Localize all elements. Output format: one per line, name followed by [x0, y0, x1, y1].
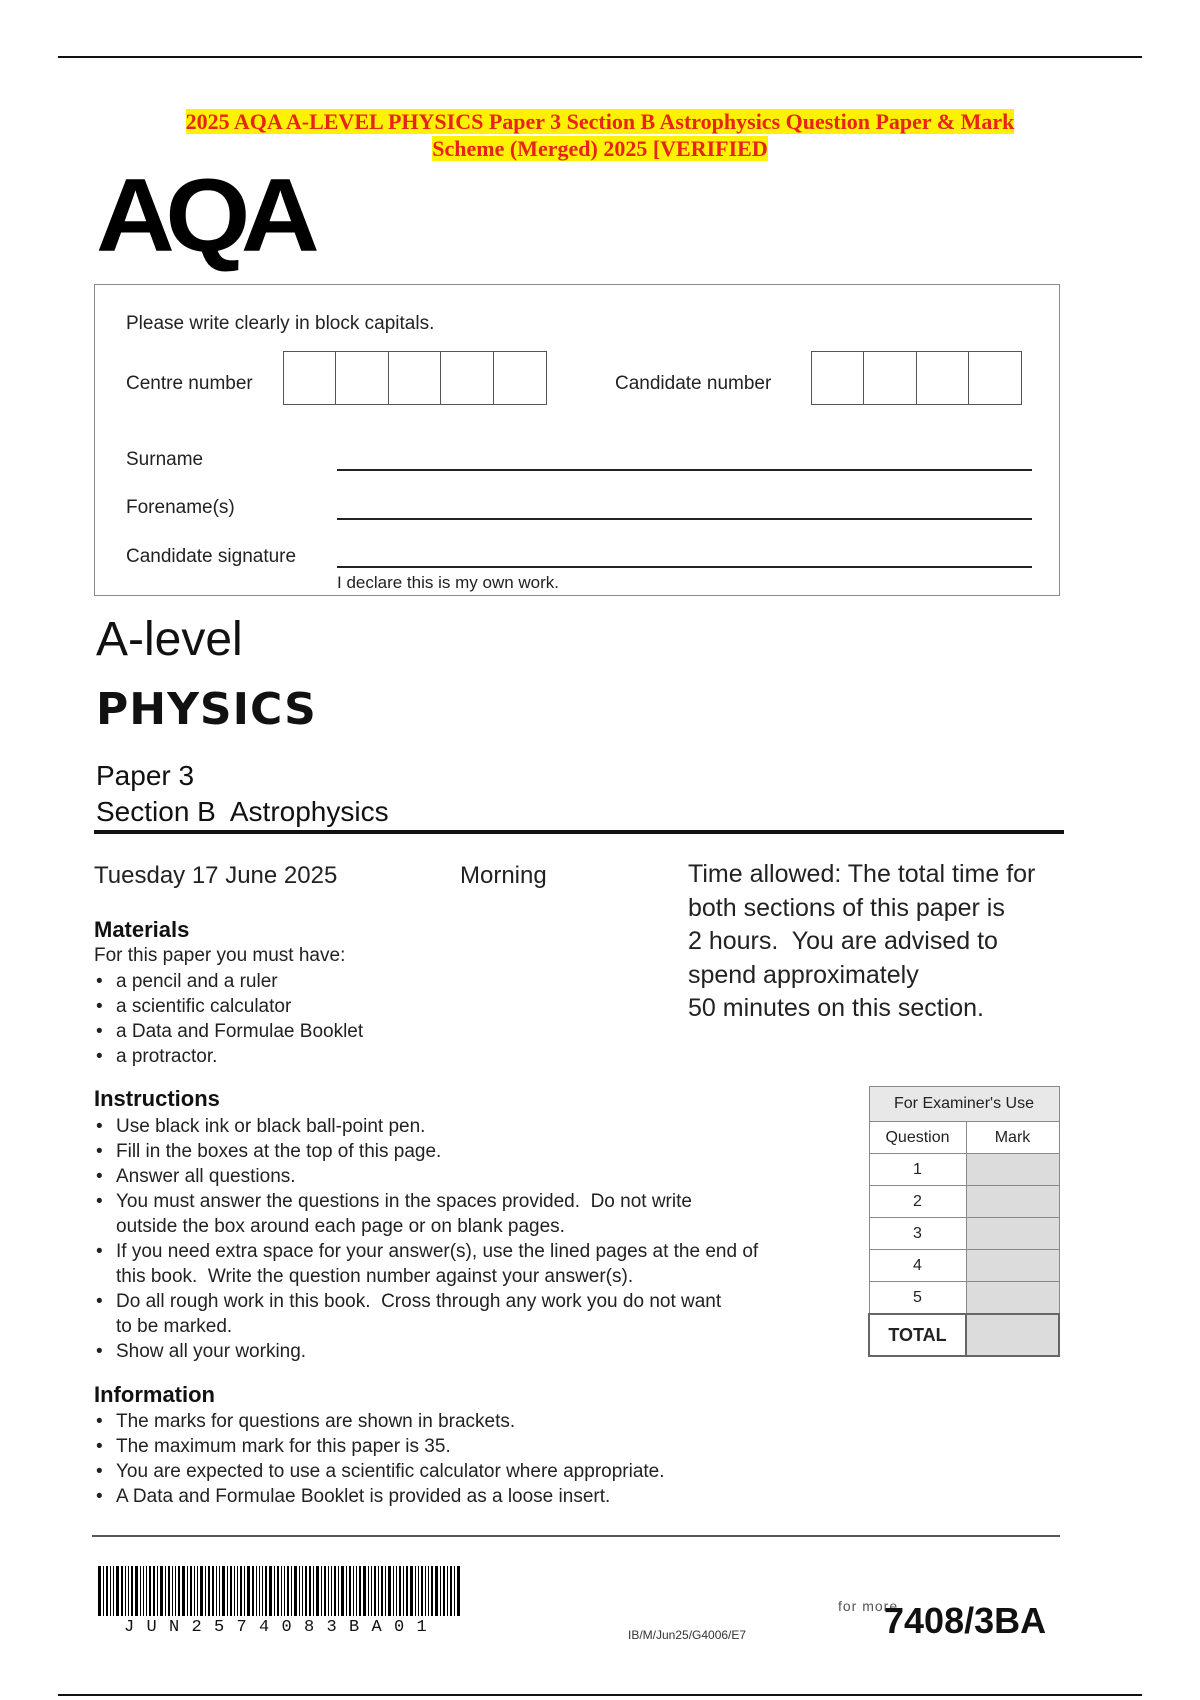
barcode-bar: [116, 1566, 119, 1616]
table-row: [869, 1186, 1059, 1218]
barcode-bar: [178, 1566, 180, 1616]
barcode-bar: [168, 1566, 170, 1616]
candidate-number-boxes[interactable]: [812, 351, 1022, 405]
barcode-bar: [113, 1566, 114, 1616]
barcode-bar: [212, 1566, 214, 1616]
list-item: • a scientific calculator: [94, 994, 363, 1019]
table-row: [869, 1250, 1059, 1282]
time-allowed-line: spend approximately: [688, 960, 919, 989]
paper-title: [96, 758, 389, 830]
barcode-bar: [281, 1566, 282, 1616]
instruction-line: to be marked.: [116, 1316, 233, 1337]
barcode-bar: [396, 1566, 397, 1616]
barcode-bar: [356, 1566, 357, 1616]
centre-number-digit[interactable]: [283, 351, 337, 405]
barcode-bar: [371, 1566, 372, 1616]
barcode-bar: [294, 1566, 297, 1616]
barcode-bar: [262, 1566, 263, 1616]
question-number: 4: [869, 1250, 966, 1282]
barcode-bar: [313, 1566, 314, 1616]
instruction-line: Show all your working.: [116, 1341, 307, 1362]
total-mark-cell[interactable]: [966, 1314, 1059, 1356]
list-item: • a protractor.: [94, 1044, 363, 1069]
barcode-bar: [234, 1566, 235, 1616]
centre-number-label: Centre number: [126, 373, 253, 394]
centre-number-digit[interactable]: [335, 351, 389, 405]
mark-cell[interactable]: [966, 1250, 1059, 1282]
section-divider: [94, 830, 1064, 834]
instruction-line: Answer all questions.: [116, 1166, 296, 1187]
barcode-bar: [219, 1566, 220, 1616]
paper-reference: IB/M/Jun25/G4006/E7: [628, 1628, 747, 1642]
barcode-bar: [454, 1566, 455, 1616]
materials-intro: For this paper you must have:: [94, 945, 346, 966]
list-item: [94, 1139, 758, 1164]
list-item: [94, 1189, 758, 1239]
barcode-bar: [98, 1566, 101, 1616]
candidate-details-box: [94, 284, 1060, 596]
question-number: 2: [869, 1186, 966, 1218]
barcode-bar: [309, 1566, 311, 1616]
list-item: • The marks for questions are shown in brackets.: [94, 1409, 665, 1434]
table-row: [869, 1154, 1059, 1186]
barcode-bar: [265, 1566, 267, 1616]
barcode-bar: [321, 1566, 322, 1616]
list-item: • You are expected to use a scientific calculator where appropriate.: [94, 1459, 665, 1484]
declaration-text: I declare this is my own work.: [337, 573, 560, 592]
barcode-bar: [205, 1566, 206, 1616]
barcode-bar: [450, 1566, 452, 1616]
barcode-bar: [410, 1566, 413, 1616]
question-number: 5: [869, 1282, 966, 1315]
barcode-bar: [208, 1566, 210, 1616]
signature-label: Candidate signature: [126, 546, 297, 567]
time-allowed-line: both sections of this paper is: [688, 893, 1005, 922]
barcode-bar: [190, 1566, 192, 1616]
instruction-line: Use black ink or black ball-point pen.: [116, 1116, 426, 1137]
barcode-bar: [146, 1566, 147, 1616]
mark-cell[interactable]: [966, 1282, 1059, 1315]
time-allowed: [688, 858, 1068, 1026]
barcode-bar: [334, 1566, 336, 1616]
forename-label: Forename(s): [126, 497, 235, 518]
barcode-bar: [374, 1566, 376, 1616]
block-capitals-instruction: Please write clearly in block capitals.: [126, 313, 435, 334]
barcode-bar: [299, 1566, 300, 1616]
barcode-bar: [403, 1566, 404, 1616]
barcode-bar: [388, 1566, 391, 1616]
list-item: [94, 1239, 758, 1289]
centre-number-digit[interactable]: [440, 351, 494, 405]
barcode-bar: [368, 1566, 369, 1616]
barcode-bar: [421, 1566, 423, 1616]
barcode-bar: [128, 1566, 129, 1616]
examiner-use-table: [868, 1086, 1060, 1357]
barcode-text: JUN2574083BA01: [124, 1618, 440, 1637]
barcode-bar: [305, 1566, 307, 1616]
paper-code: 7408/3BA: [884, 1600, 1047, 1641]
barcode-bar: [157, 1566, 158, 1616]
barcode-bar: [393, 1566, 394, 1616]
barcode-bar: [406, 1566, 408, 1616]
barcode-bar: [194, 1566, 195, 1616]
barcode-bar: [197, 1566, 198, 1616]
barcode-bar: [110, 1566, 111, 1616]
barcode-bar: [425, 1566, 426, 1616]
barcode-bar: [240, 1566, 242, 1616]
bottom-rule: [58, 1694, 1142, 1696]
barcode-bar: [349, 1566, 351, 1616]
barcode-bar: [418, 1566, 419, 1616]
banner-line-2: Scheme (Merged) 2025 [VERIFIED: [432, 136, 768, 161]
barcode-bar: [153, 1566, 155, 1616]
barcode-bar: [140, 1566, 141, 1616]
instruction-line: this book. Write the question number against your answer(s).: [116, 1266, 634, 1287]
barcode-bar: [431, 1566, 433, 1616]
footer-rule: [92, 1535, 1060, 1537]
qualification-level: A-level: [96, 613, 243, 666]
barcode-bar: [428, 1566, 429, 1616]
table-row: [869, 1218, 1059, 1250]
barcode-bar: [291, 1566, 292, 1616]
mark-cell[interactable]: [966, 1186, 1059, 1218]
barcode-bar: [237, 1566, 238, 1616]
materials-heading: Materials: [94, 917, 190, 942]
barcode-bar: [165, 1566, 166, 1616]
barcode-bar: [135, 1566, 138, 1616]
list-item: • a pencil and a ruler: [94, 969, 363, 994]
barcode-bar: [175, 1566, 176, 1616]
time-allowed-line: 50 minutes on this section.: [688, 994, 984, 1022]
instructions-list: [94, 1114, 758, 1364]
barcode-bar: [247, 1566, 250, 1616]
barcode-bar: [143, 1566, 144, 1616]
paper-number: Paper 3: [96, 760, 195, 791]
barcode-bar: [316, 1566, 319, 1616]
barcode-bar: [457, 1566, 460, 1616]
barcode-bar: [227, 1566, 228, 1616]
barcode-bar: [284, 1566, 285, 1616]
barcode-bar: [252, 1566, 254, 1616]
instruction-line: If you need extra space for your answer(s), use the lined pages at the end of: [116, 1241, 759, 1262]
list-item: • A Data and Formulae Booklet is provided as a loose insert.: [94, 1484, 665, 1509]
barcode-bar: [222, 1566, 225, 1616]
barcode-bar: [415, 1566, 416, 1616]
barcode-bar: [216, 1566, 217, 1616]
barcode-bar: [328, 1566, 329, 1616]
barcode-bar: [106, 1566, 108, 1616]
question-number: 1: [869, 1154, 966, 1186]
barcode-bar: [346, 1566, 347, 1616]
barcode-bar: [131, 1566, 133, 1616]
instruction-line: Do all rough work in this book. Cross through any work you do not want: [116, 1291, 722, 1312]
barcode-bar: [435, 1566, 438, 1616]
materials-list: [94, 969, 363, 1069]
candidate-number-digit[interactable]: [916, 351, 970, 405]
barcode-bar: [256, 1566, 257, 1616]
exam-date: Tuesday 17 June 2025: [94, 862, 338, 889]
barcode-bar: [269, 1566, 272, 1616]
candidate-number-digit[interactable]: [968, 351, 1022, 405]
barcode-bar: [324, 1566, 326, 1616]
total-row: [869, 1314, 1059, 1356]
time-allowed-line: 2 hours. You are advised to: [688, 927, 998, 955]
instruction-line: outside the box around each page or on blank pages.: [116, 1216, 565, 1237]
total-label: TOTAL: [869, 1314, 966, 1356]
document-title-banner: [100, 108, 1100, 162]
instruction-line: Fill in the boxes at the top of this page.: [116, 1141, 442, 1162]
barcode-bar: [160, 1566, 163, 1616]
barcode-bar: [200, 1566, 203, 1616]
surname-field[interactable]: [337, 469, 1032, 471]
barcode-bar: [440, 1566, 441, 1616]
question-column-header: Question: [869, 1122, 966, 1154]
table-row: [869, 1282, 1059, 1315]
barcode-bar: [443, 1566, 445, 1616]
barcode-bar: [447, 1566, 448, 1616]
faint-footer-text: for more: [838, 1598, 899, 1614]
barcode-bar: [187, 1566, 188, 1616]
signature-field[interactable]: [337, 566, 1032, 568]
candidate-number-digit[interactable]: [811, 351, 865, 405]
list-item: [94, 1114, 758, 1139]
barcode-bar: [363, 1566, 366, 1616]
barcode-bar: [353, 1566, 354, 1616]
centre-number-digit[interactable]: [388, 351, 442, 405]
barcode-bar: [125, 1566, 126, 1616]
barcode-bar: [274, 1566, 275, 1616]
barcode-bar: [149, 1566, 151, 1616]
banner-line-1: 2025 AQA A-LEVEL PHYSICS Paper 3 Section B Astrophysics Question Paper & Mark: [185, 109, 1015, 134]
barcode-bar: [399, 1566, 401, 1616]
centre-number-boxes[interactable]: [284, 351, 547, 405]
barcode-bar: [277, 1566, 279, 1616]
barcode-bar: [182, 1566, 185, 1616]
list-item: [94, 1289, 758, 1339]
barcode-bar: [359, 1566, 361, 1616]
barcode: [98, 1566, 462, 1616]
question-number: 3: [869, 1218, 966, 1250]
forename-field[interactable]: [337, 518, 1032, 520]
instructions-heading: Instructions: [94, 1086, 220, 1111]
mark-cell[interactable]: [966, 1154, 1059, 1186]
barcode-bar: [378, 1566, 379, 1616]
barcode-bar: [172, 1566, 173, 1616]
barcode-bar: [381, 1566, 383, 1616]
information-heading: Information: [94, 1382, 215, 1407]
list-item: • a Data and Formulae Booklet: [94, 1019, 363, 1044]
barcode-bar: [341, 1566, 344, 1616]
examiner-table-title: For Examiner's Use: [869, 1087, 1059, 1122]
candidate-number-digit[interactable]: [863, 351, 917, 405]
aqa-logo: AQA: [96, 158, 311, 274]
barcode-bar: [302, 1566, 303, 1616]
barcode-bar: [244, 1566, 245, 1616]
subject-title: PHYSICS: [96, 684, 317, 735]
time-allowed-line: Time allowed: The total time for: [688, 860, 1036, 888]
barcode-bar: [230, 1566, 232, 1616]
candidate-number-label: Candidate number: [615, 373, 772, 394]
list-item: [94, 1164, 758, 1189]
top-rule: [58, 56, 1142, 58]
list-item: [94, 1339, 758, 1364]
barcode-bar: [385, 1566, 386, 1616]
centre-number-digit[interactable]: [493, 351, 547, 405]
barcode-bar: [103, 1566, 104, 1616]
paper-section: Section B Astrophysics: [96, 796, 389, 827]
exam-session: Morning: [460, 862, 547, 889]
barcode-bar: [338, 1566, 339, 1616]
list-item: • The maximum mark for this paper is 35.: [94, 1434, 665, 1459]
barcode-bar: [287, 1566, 289, 1616]
barcode-bar: [331, 1566, 332, 1616]
surname-label: Surname: [126, 449, 204, 470]
mark-column-header: Mark: [966, 1122, 1059, 1154]
barcode-bar: [259, 1566, 260, 1616]
barcode-bar: [121, 1566, 123, 1616]
information-list: [94, 1409, 665, 1509]
mark-cell[interactable]: [966, 1218, 1059, 1250]
instruction-line: You must answer the questions in the spaces provided. Do not write: [116, 1191, 692, 1212]
